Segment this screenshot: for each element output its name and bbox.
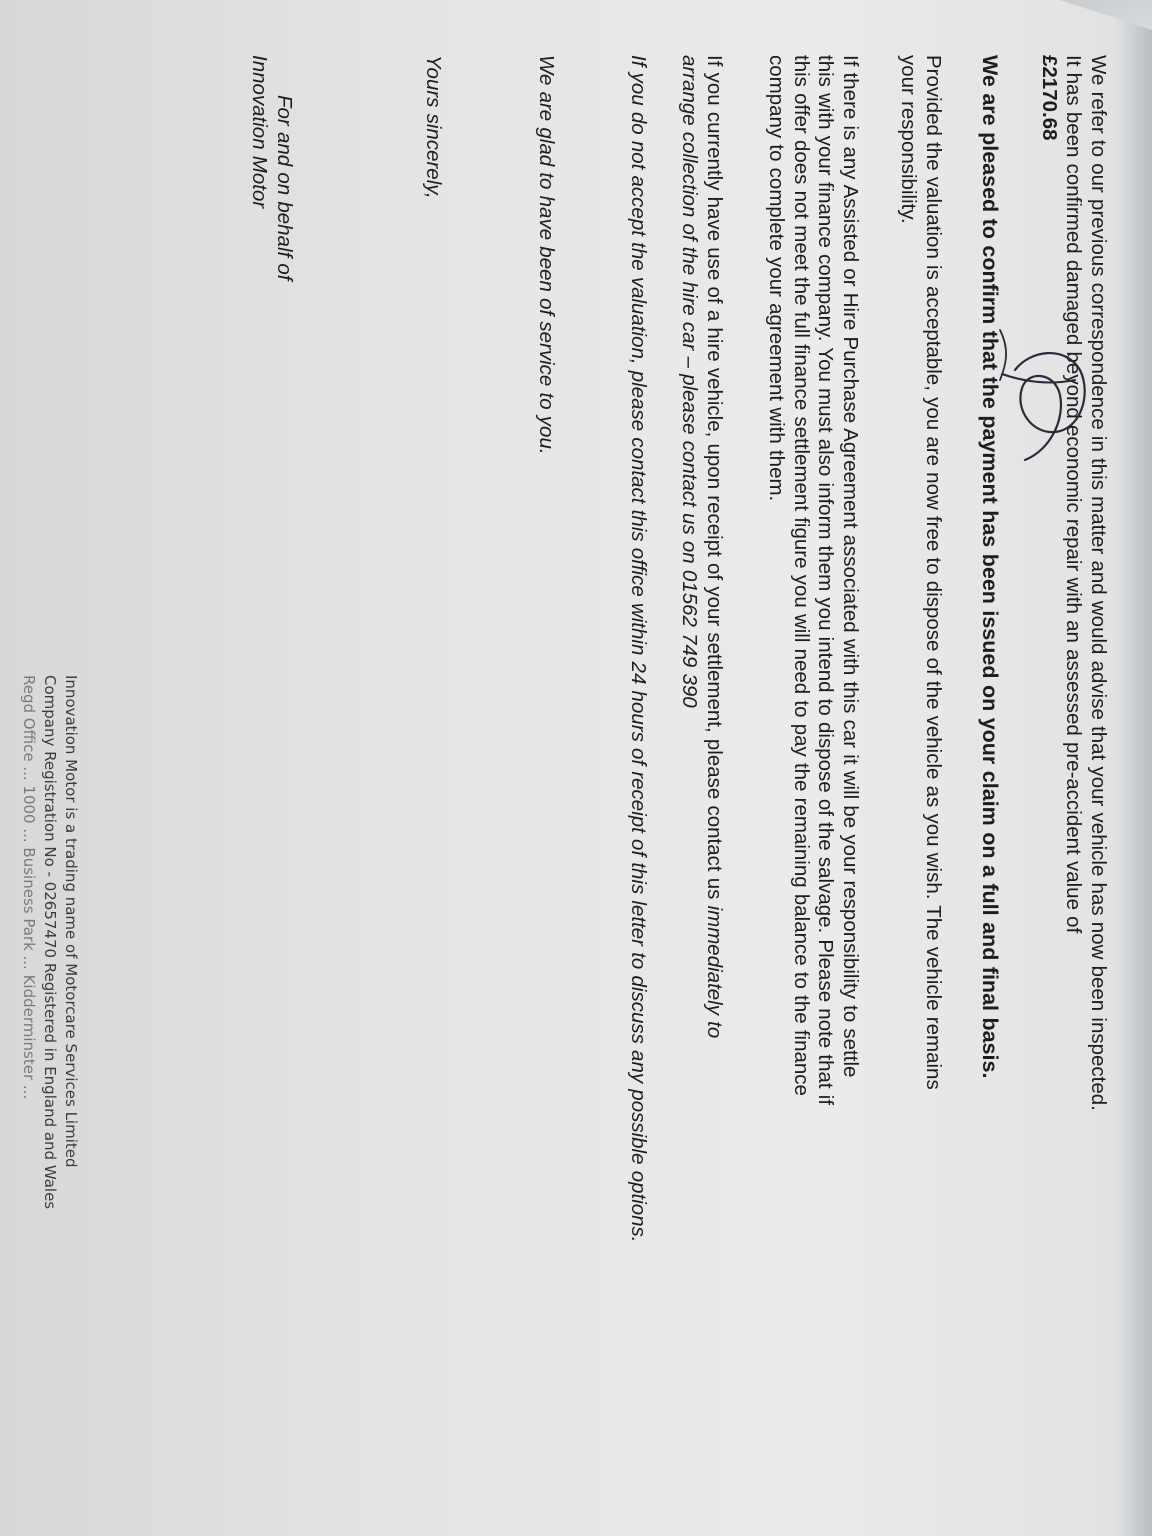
paragraph-finance: If there is any Assisted or Hire Purchase Agreement associated with this car it will be your responsibility to settle this with your finance company. You must also inform them you intend to dispose of the salvage. Please note that if this offer does not meet the full finance settlement figure you will need to pay the remaining balance to the finance company to complete your agreement with them. [765,55,862,1106]
on-behalf-of: For and on behalf of [273,95,296,281]
payment-confirmation: We are pleased to confirm that the payment has been issued on your claim on a full and final basis. [978,55,1002,1079]
paper-edge-shadow [1115,0,1152,1536]
paragraph-service: We are glad to have been of service to you. [535,55,558,455]
paragraph-hire-vehicle [677,55,726,1095]
handwritten-signature [990,310,1110,480]
footer-office: Regd Office ... 1000 ... Business Park ... Kidderminster ... [20,675,38,1100]
paragraph-dispute: If you do not accept the valuation, please contact this office within 24 hours of receipt of this letter to discuss any possible options. [627,55,650,1243]
paragraph-inspection: We refer to our previous correspondence in this matter and would advise that your vehicle has now been inspected. It has been confirmed damaged beyond economic repair with an assessed pre-accident value of [1062,55,1110,1111]
closing-salutation: Yours sincerely, [422,55,445,199]
pre-accident-value: £2170.68 [1038,55,1061,141]
company-name: Innovation Motor [248,55,271,209]
footer-trading-name: Innovation Motor is a trading name of Motorcare Services Limited [62,675,80,1168]
paragraph-disposal: Provided the valuation is acceptable, you are now free to dispose of the vehicle as you wish. The vehicle remains your responsibility. [897,55,945,1090]
footer-registration: Company Registration No - 02657470 Registered in England and Wales [41,675,59,1210]
hire-lead-text: If you currently have use of a hire vehicle, upon receipt of your settlement, please contact us [703,55,726,900]
hire-italic-text: immediately to arrange collection of the hire car – please contact us on 01562 749 390 [678,55,726,1039]
letter-body [20,55,1110,1535]
